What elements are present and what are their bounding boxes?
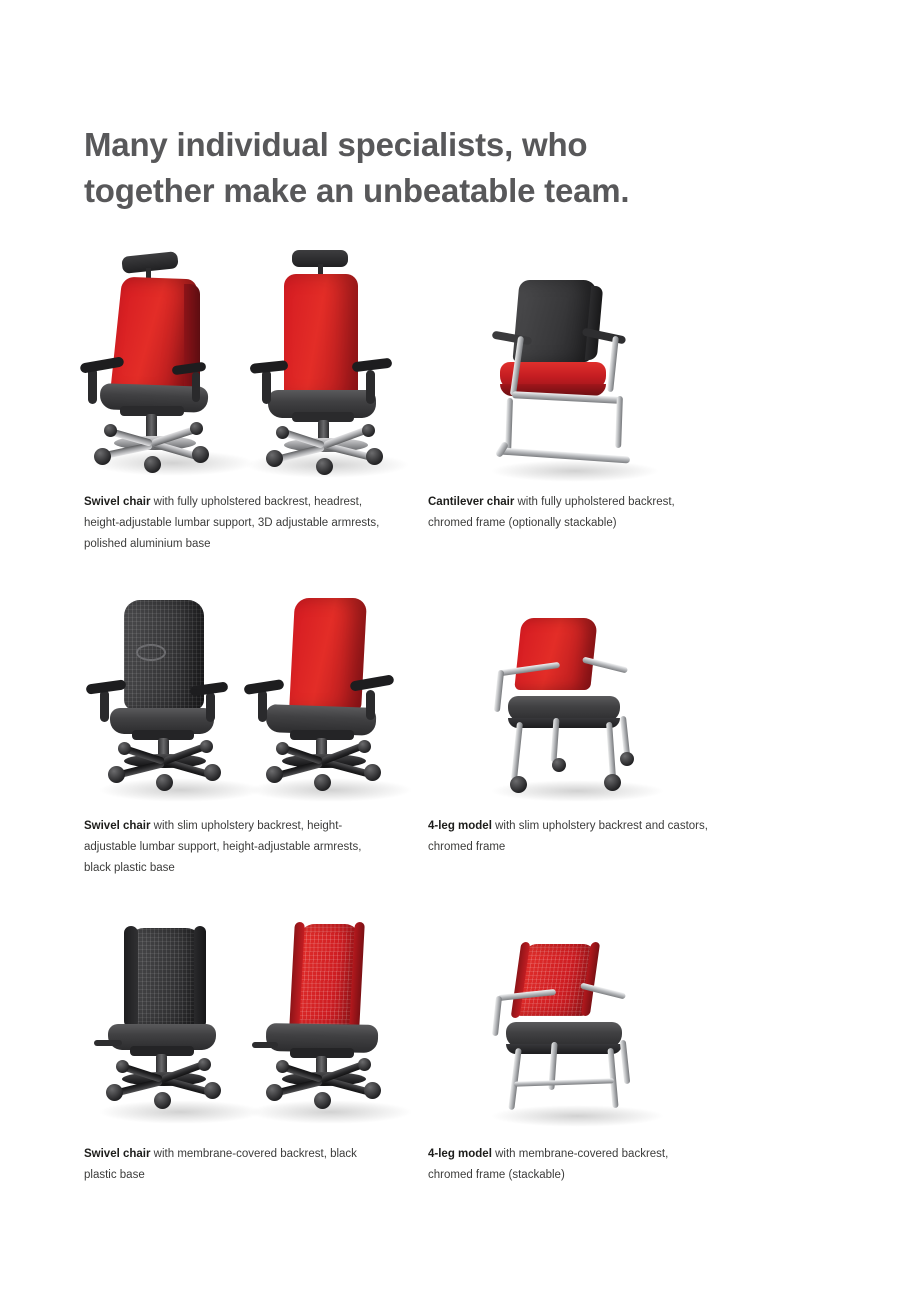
castor xyxy=(276,426,289,439)
castor xyxy=(200,740,213,753)
chair-four-leg-castors xyxy=(470,600,700,805)
castor xyxy=(106,1084,123,1101)
chair-cantilever xyxy=(470,270,700,485)
leg-front-right xyxy=(606,722,616,778)
seat-depth-lever xyxy=(94,1040,122,1046)
castor xyxy=(266,1084,283,1101)
chair-membrane-view-a xyxy=(80,920,260,1125)
castor xyxy=(154,1092,171,1109)
castor xyxy=(358,740,371,753)
castor xyxy=(118,742,131,755)
caption-title: Swivel chair xyxy=(84,1148,151,1160)
caption-swivel-chair-slim-upholstery xyxy=(84,816,384,879)
castor xyxy=(364,1082,381,1099)
page-title-line-2: together make an unbeatable team. xyxy=(84,171,630,209)
castor xyxy=(358,1058,371,1071)
castor xyxy=(362,424,375,437)
product-image-swivel-chair-membrane xyxy=(80,920,410,1125)
page-title-line-1: Many individual specialists, who xyxy=(84,126,588,164)
backrest-frame-right xyxy=(194,926,206,1028)
backrest xyxy=(284,274,358,400)
caption-text: with slim upholstery backrest, height-adjustable lumbar support, height-adjustable armrests, black plastic base xyxy=(84,820,362,874)
product-image-swivel-chair-fully-upholstered xyxy=(80,240,410,480)
castor xyxy=(104,424,117,437)
castor xyxy=(276,1060,289,1073)
castor xyxy=(192,446,209,463)
armrest-left-post xyxy=(258,690,267,722)
armrest-right-post xyxy=(366,690,375,720)
armrest-left-post xyxy=(262,370,271,404)
product-image-swivel-chair-slim-upholstery xyxy=(80,590,410,805)
castor xyxy=(276,742,289,755)
castor xyxy=(116,1060,129,1073)
caption-cantilever-chair xyxy=(428,492,708,534)
backrest xyxy=(289,598,367,712)
castor xyxy=(552,758,566,772)
castor xyxy=(620,752,634,766)
castor xyxy=(204,1082,221,1099)
caption-text: with membrane-covered backrest, chromed frame (stackable) xyxy=(428,1148,669,1181)
caption-four-leg-model-slim-upholstery xyxy=(428,816,708,858)
armrest-right-post xyxy=(366,370,375,404)
castor xyxy=(314,774,331,791)
caption-text: with fully upholstered backrest, chromed frame (optionally stackable) xyxy=(428,496,675,529)
caption-swivel-chair-fully-upholstered xyxy=(84,492,384,555)
caption-title: Swivel chair xyxy=(84,820,151,832)
product-image-four-leg-model-slim-upholstery xyxy=(470,600,700,805)
castor xyxy=(266,450,283,467)
chair-swivel-headrest-view-b xyxy=(240,240,420,480)
leg-rear-right xyxy=(620,1040,631,1084)
castor xyxy=(510,776,527,793)
caption-title: Cantilever chair xyxy=(428,496,515,508)
castor xyxy=(108,766,125,783)
caption-text: with membrane-covered backrest, black plastic base xyxy=(84,1148,357,1181)
page-title xyxy=(84,122,784,213)
chair-four-leg-membrane xyxy=(470,930,700,1130)
armrest-left-pad xyxy=(250,360,289,374)
leg-rear-right xyxy=(620,716,630,756)
chair-swivel-headrest-view-a xyxy=(80,240,260,480)
armrest-left-post xyxy=(100,690,109,722)
castor xyxy=(266,766,283,783)
lumbar-support-detail xyxy=(136,644,166,661)
leg-front-left xyxy=(511,722,523,780)
caption-four-leg-model-membrane xyxy=(428,1144,708,1186)
castor xyxy=(314,1092,331,1109)
caption-title: 4-leg model xyxy=(428,820,492,832)
castor xyxy=(604,774,621,791)
chair-membrane-view-b xyxy=(240,920,420,1125)
armrest-right-post xyxy=(192,372,200,402)
castor xyxy=(190,422,203,435)
castor xyxy=(94,448,111,465)
castor xyxy=(156,774,173,791)
backrest-frame-left xyxy=(124,926,138,1028)
chair-slim-view-a xyxy=(80,590,260,805)
seat-underside xyxy=(506,1044,622,1054)
caption-swivel-chair-membrane xyxy=(84,1144,384,1186)
arm-support-left xyxy=(492,996,502,1036)
frame-floor-runner xyxy=(500,447,630,463)
leg-cross-rail xyxy=(514,1078,614,1086)
armrest-left-post xyxy=(88,368,97,404)
frame-front-leg-right xyxy=(615,396,623,448)
castor xyxy=(364,764,381,781)
caption-title: 4-leg model xyxy=(428,1148,492,1160)
seat-depth-lever xyxy=(252,1042,278,1048)
castor xyxy=(366,448,383,465)
caption-text: with fully upholstered backrest, headrest, height-adjustable lumbar support, 3D adjustable armrests, polished aluminium base xyxy=(84,496,380,550)
product-image-four-leg-model-membrane xyxy=(470,930,700,1130)
chair-slim-view-b xyxy=(240,590,420,805)
castor xyxy=(198,1058,211,1071)
castor xyxy=(316,458,333,475)
armrest-right-post xyxy=(206,692,215,722)
backrest xyxy=(514,618,598,690)
castor xyxy=(144,456,161,473)
product-image-cantilever-chair xyxy=(470,270,700,485)
seat-underside xyxy=(508,718,620,728)
leg-front-left xyxy=(508,1048,522,1110)
arm-support-left xyxy=(494,670,504,712)
frame-upright-right xyxy=(607,336,619,392)
castor xyxy=(204,764,221,781)
frame-seat-rail xyxy=(512,391,620,404)
caption-title: Swivel chair xyxy=(84,496,151,508)
caption-text: with slim upholstery backrest and castors, chromed frame xyxy=(428,820,708,853)
